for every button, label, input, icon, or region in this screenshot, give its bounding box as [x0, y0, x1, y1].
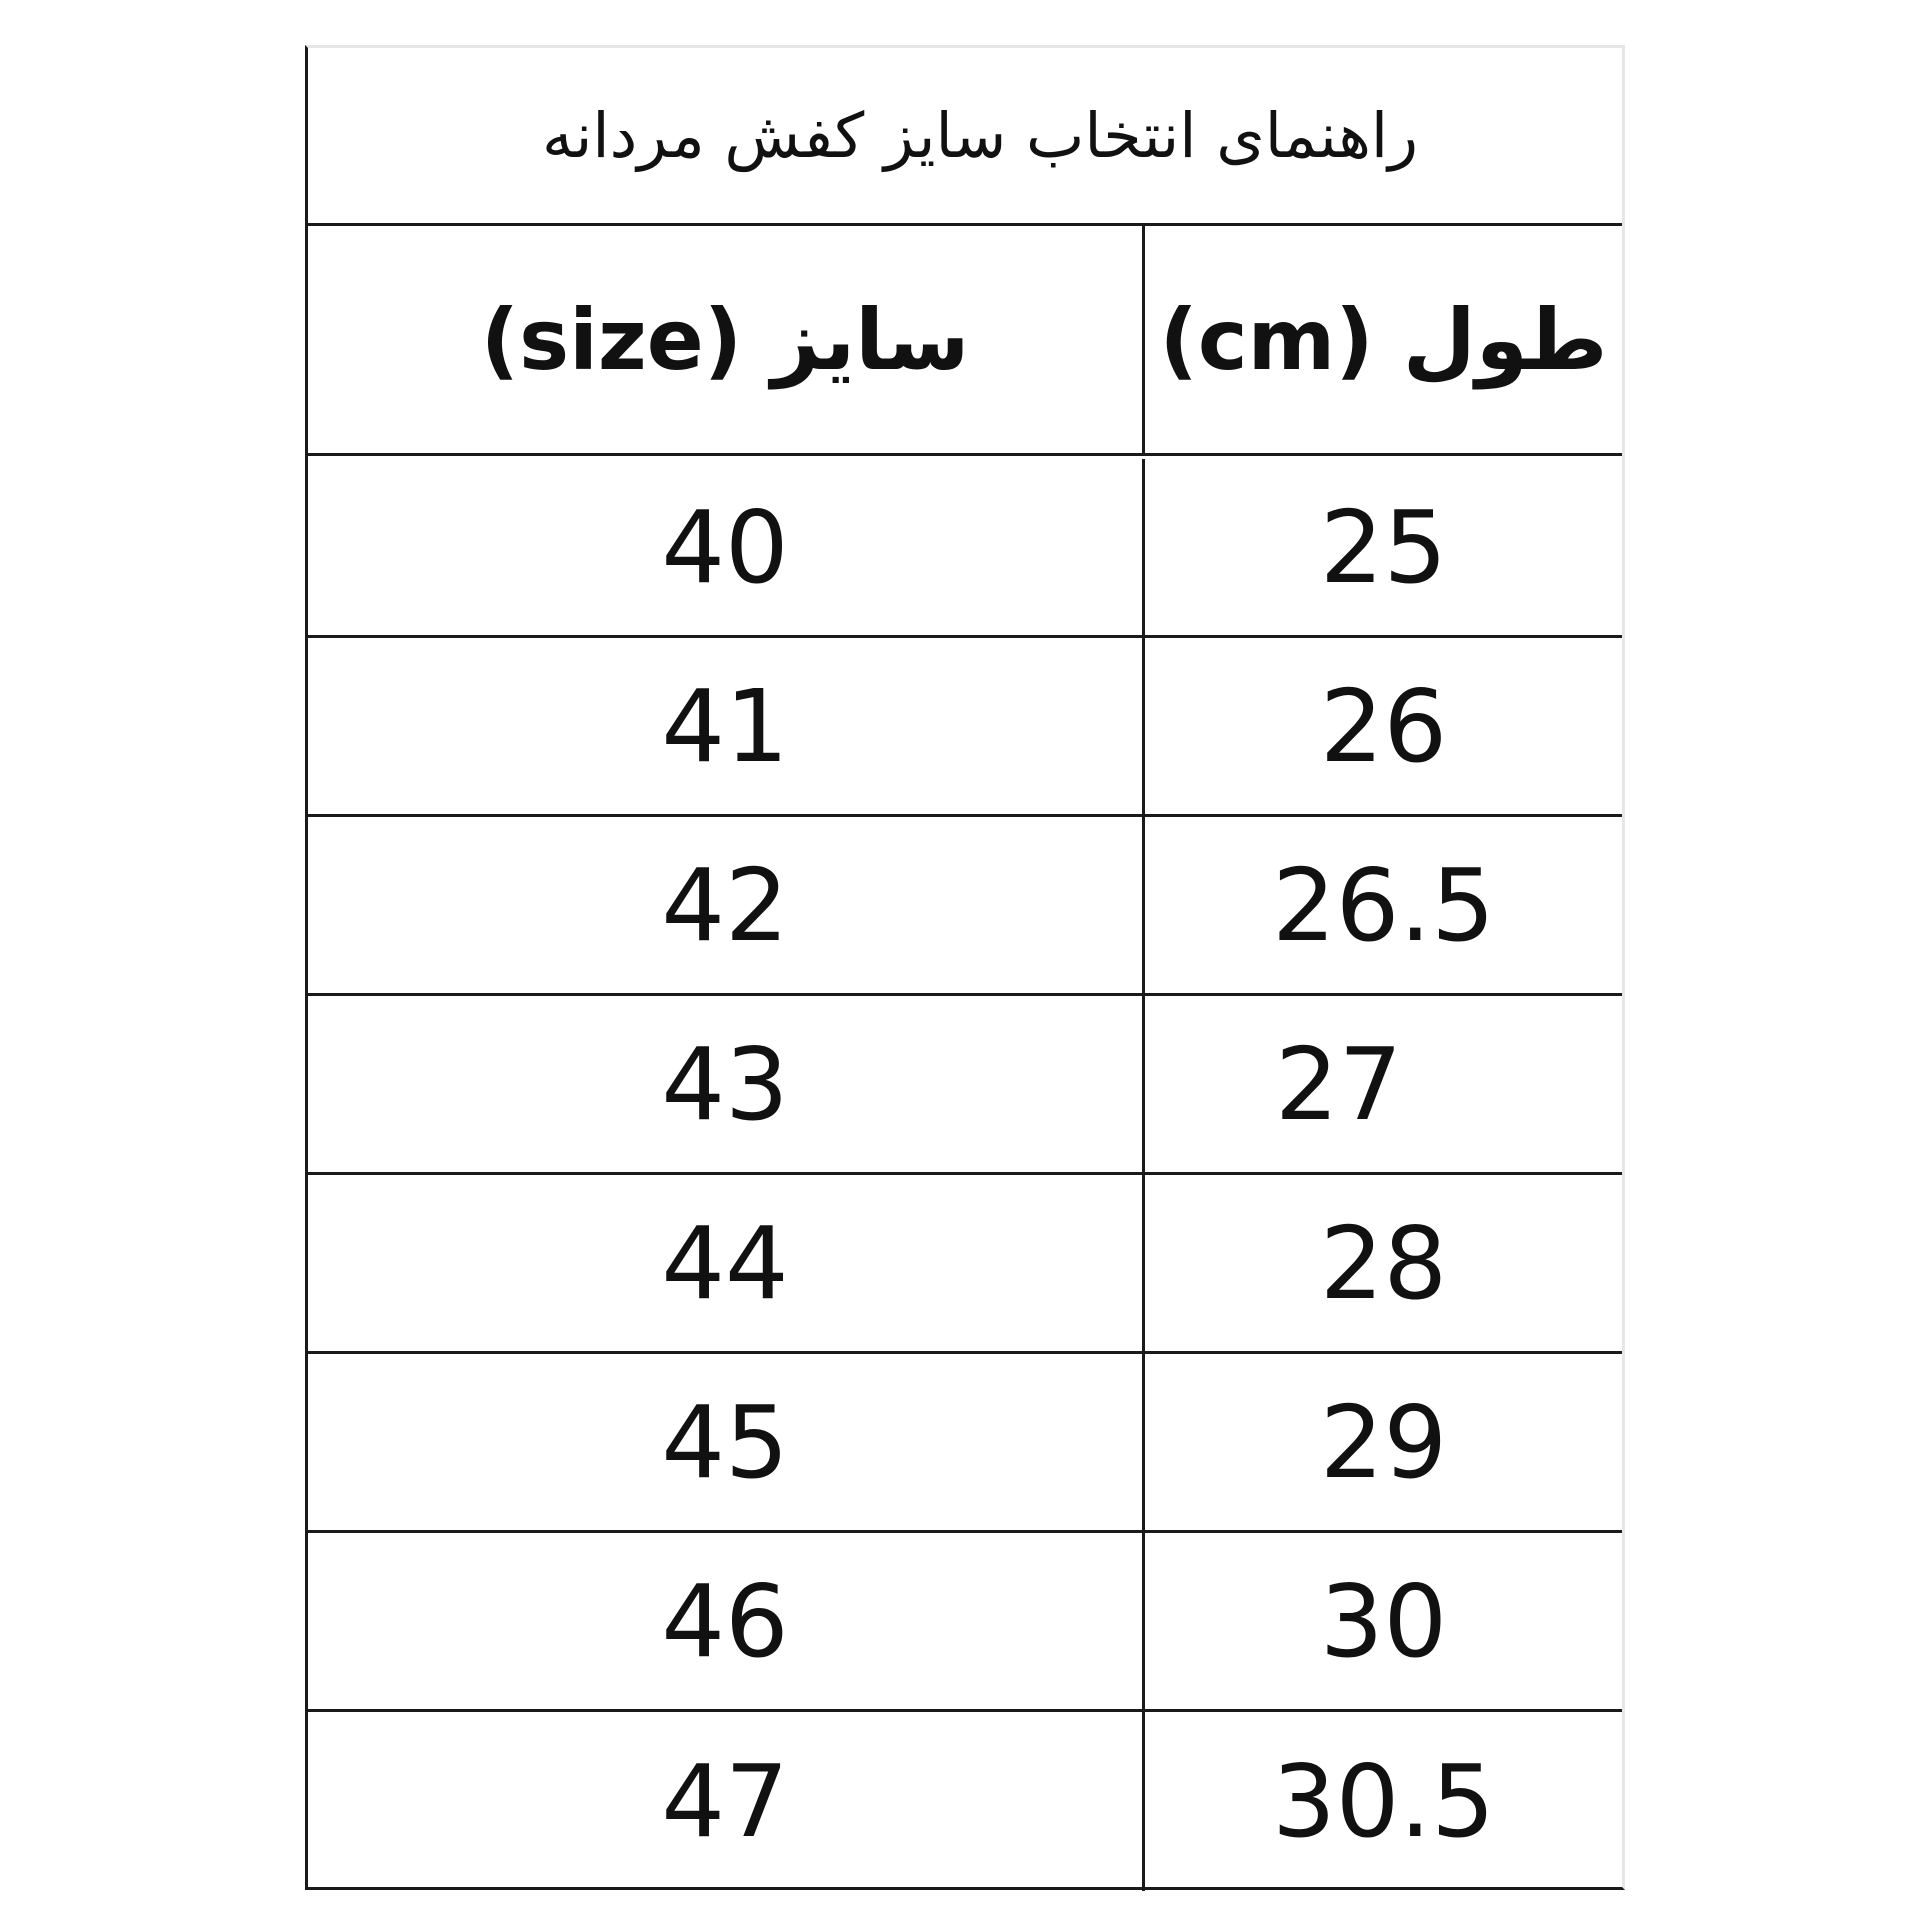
length-value: 27 [1275, 1025, 1403, 1143]
size-cell [308, 638, 1145, 814]
length-value: 29 [1319, 1383, 1448, 1501]
size-cell [308, 1175, 1145, 1351]
shoe-size-chart [305, 45, 1625, 1890]
table-row [308, 1354, 1622, 1533]
length-cell [1145, 1175, 1622, 1351]
length-value: 26.5 [1272, 846, 1495, 964]
length-value: 28 [1319, 1204, 1448, 1322]
size-value: 40 [661, 488, 789, 606]
length-cell [1145, 1354, 1622, 1530]
size-cell [308, 1354, 1145, 1530]
size-cell [308, 1533, 1145, 1709]
size-column-header: سایز (size) [480, 290, 970, 389]
length-column-header: طول (cm) [1159, 290, 1608, 389]
table-row [308, 817, 1622, 996]
table-row [308, 638, 1622, 817]
size-cell [308, 459, 1145, 635]
size-value: 47 [661, 1743, 789, 1860]
table-header-row [308, 226, 1622, 456]
size-value: 44 [661, 1204, 789, 1322]
length-cell [1145, 996, 1622, 1172]
table-row [308, 996, 1622, 1175]
length-cell [1145, 459, 1622, 635]
table-row [308, 1533, 1622, 1712]
length-value: 30 [1319, 1562, 1448, 1680]
size-value: 42 [661, 846, 789, 964]
size-value: 43 [661, 1025, 789, 1143]
size-table [308, 226, 1622, 1887]
size-cell [308, 996, 1145, 1172]
title-row [308, 48, 1622, 226]
chart-title: راهنمای انتخاب سایز کفش مردانه [541, 99, 1419, 172]
length-value: 30.5 [1272, 1743, 1495, 1860]
size-cell [308, 1712, 1145, 1891]
table-row [308, 1712, 1622, 1891]
size-cell [308, 817, 1145, 993]
length-value: 25 [1319, 488, 1448, 606]
size-value: 41 [661, 667, 789, 785]
table-row [308, 1175, 1622, 1354]
length-cell [1145, 1533, 1622, 1709]
size-value: 46 [661, 1562, 789, 1680]
size-header-cell [308, 226, 1145, 453]
size-value: 45 [661, 1383, 789, 1501]
length-header-cell [1145, 226, 1622, 453]
length-cell [1145, 1712, 1622, 1891]
table-row [308, 459, 1622, 638]
length-value: 26 [1319, 667, 1448, 785]
length-cell [1145, 817, 1622, 993]
length-cell [1145, 638, 1622, 814]
